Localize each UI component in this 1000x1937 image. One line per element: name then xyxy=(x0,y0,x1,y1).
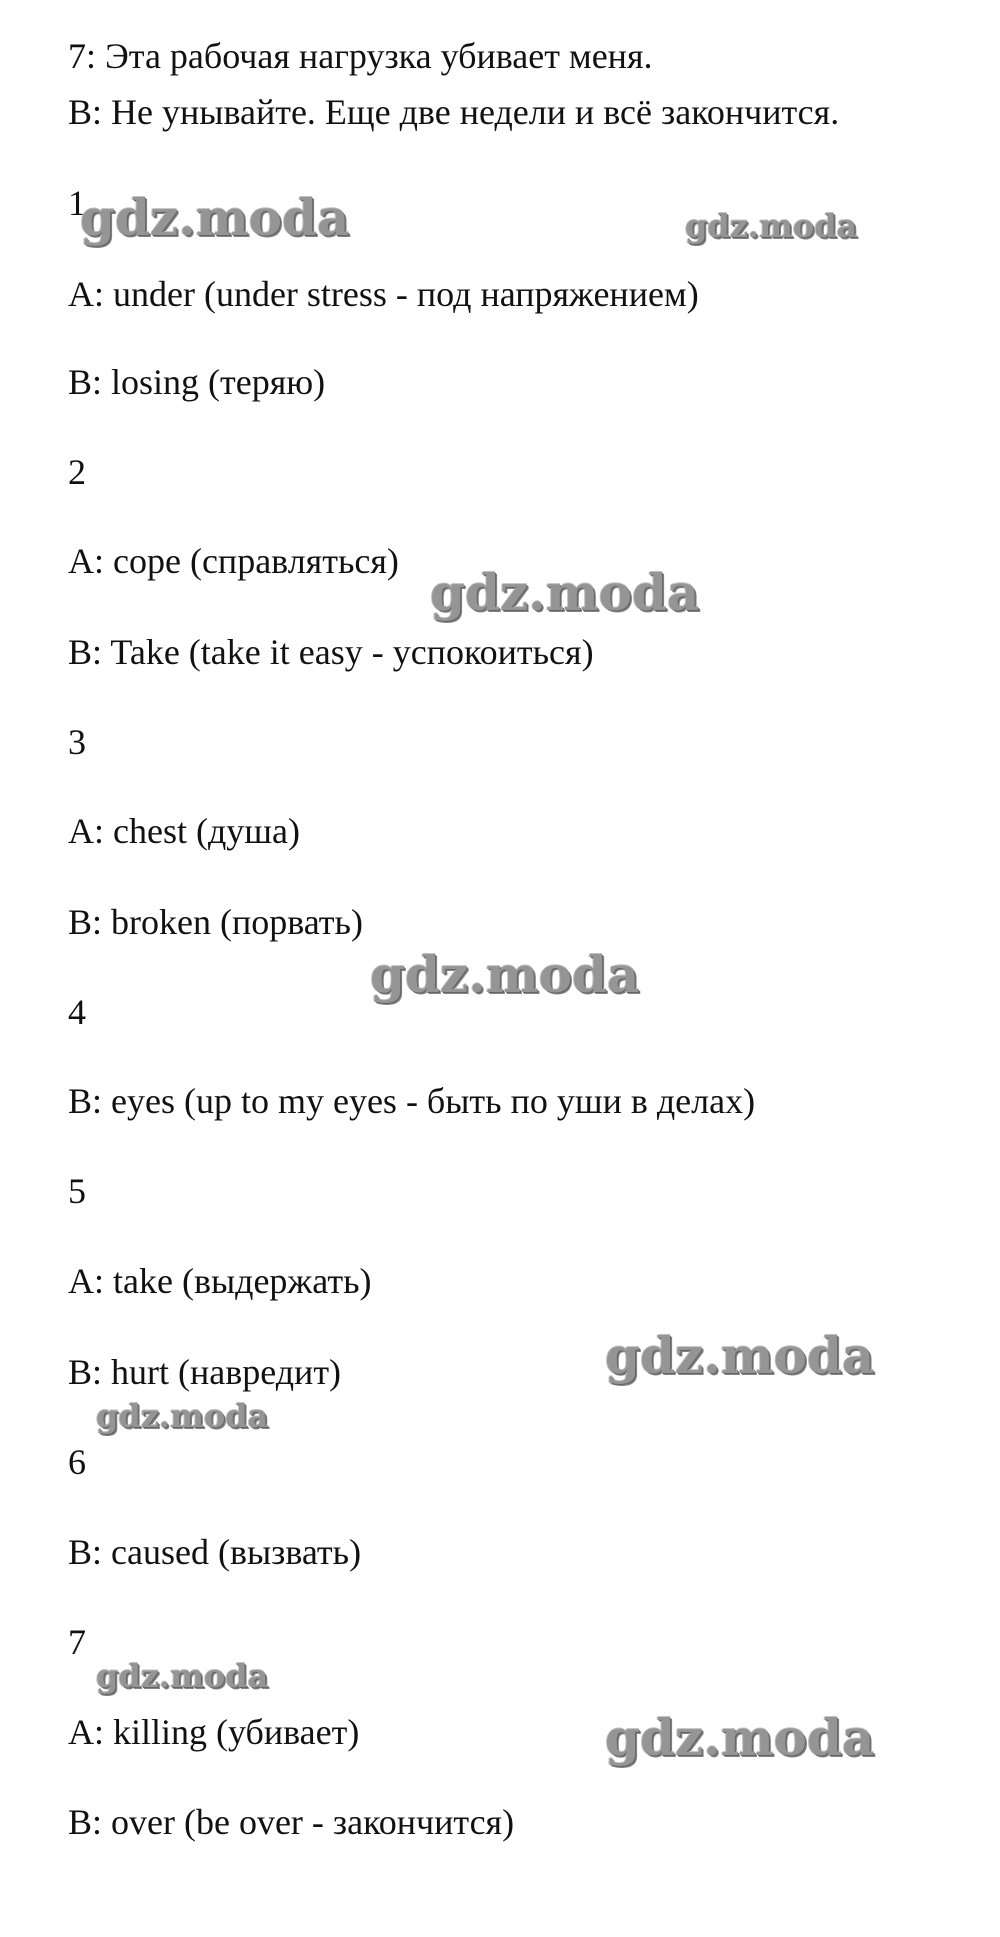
text-line: B: caused (вызвать) xyxy=(68,1532,362,1572)
text-line: B: broken (порвать) xyxy=(68,902,363,942)
section-number: 6 xyxy=(68,1442,86,1482)
text-line: A: cope (справляться) xyxy=(68,541,399,581)
watermark: gdz.moda xyxy=(685,207,858,245)
text-line: B: over (be over - закончится) xyxy=(68,1802,515,1842)
text-line: B: losing (теряю) xyxy=(68,362,326,402)
text-line: A: chest (душа) xyxy=(68,811,300,851)
watermark: gdz.moda xyxy=(605,1326,875,1385)
watermark: gdz.moda xyxy=(370,945,640,1004)
section-number: 7 xyxy=(68,1622,86,1662)
section-number: 1 xyxy=(68,183,86,223)
text-line: A: killing (убивает) xyxy=(68,1712,360,1752)
watermark: gdz.moda xyxy=(605,1708,875,1767)
section-number: 3 xyxy=(68,722,86,762)
watermark: gdz.moda xyxy=(80,188,350,247)
watermark: gdz.moda xyxy=(96,1397,269,1435)
text-line: B: eyes (up to my eyes - быть по уши в делах) xyxy=(68,1081,756,1121)
text-line: A: under (under stress - под напряжением) xyxy=(68,274,699,314)
text-line: B: hurt (навредит) xyxy=(68,1352,342,1392)
watermark: gdz.moda xyxy=(96,1657,269,1695)
text-line: B: Не унывайте. Еще две недели и всё закончится. xyxy=(68,92,840,132)
text-line: 7: Эта рабочая нагрузка убивает меня. xyxy=(68,36,653,76)
section-number: 2 xyxy=(68,452,86,492)
text-line: B: Take (take it easy - успокоиться) xyxy=(68,632,594,672)
watermark: gdz.moda xyxy=(430,563,700,622)
section-number: 4 xyxy=(68,992,86,1032)
section-number: 5 xyxy=(68,1171,86,1211)
text-line: A: take (выдержать) xyxy=(68,1261,372,1301)
